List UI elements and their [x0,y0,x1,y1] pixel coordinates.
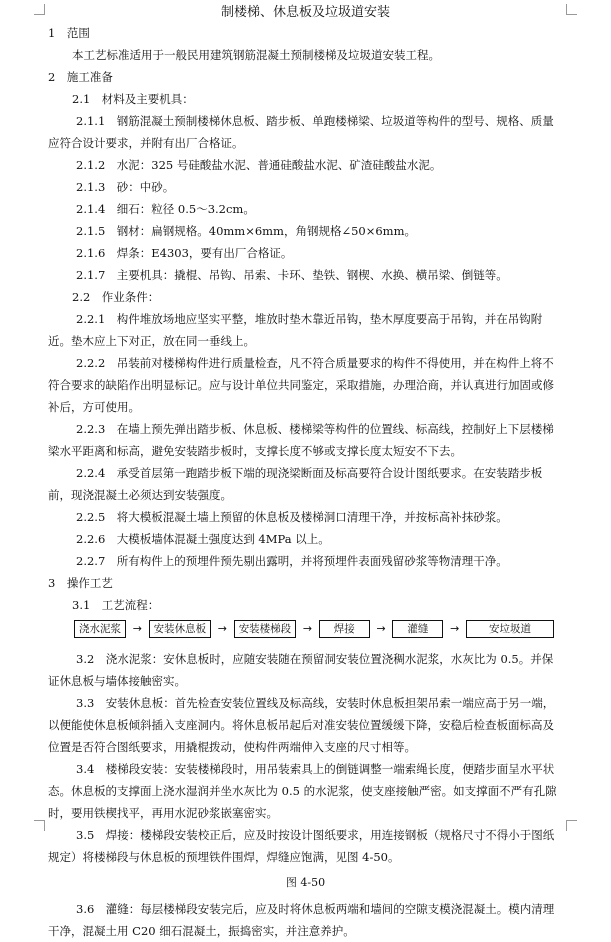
document-title: 制楼梯、休息板及垃圾道安装 [220,5,390,20]
paragraph: 2.2.5 将大模板混凝土墙上预留的休息板及楼梯洞口清理干净，并按标高补抹砂浆。 [76,510,508,524]
flow-step: 焊接 [319,620,370,638]
paragraph: 本工艺标准适用于一般民用建筑钢筋混凝土预制楼梯及垃圾道安装工程。 [72,48,440,62]
paragraph: 3.6 灌缝：每层楼梯段安装完后，应及时将休息板两端和墙间的空隙支模浇混凝土。模内清理干净，混凝土用 C20 细石混凝土，振捣密实，并注意养护。 [48,902,555,938]
arrow-right-icon: → [132,622,142,635]
section-heading: 1 范围 [48,26,90,40]
paragraph: 3.2 浇水泥浆：安休息板时，应随安装随在预留洞安装位置浇稠水泥浆，水灰比为 0.5。并保证休息板与墙体接触密实。 [48,652,554,688]
paragraph: 2.2.6 大模板墙体混凝土强度达到 4MPa 以上。 [76,532,330,546]
paragraph: 2.1.2 水泥：325 号硅酸盐水泥、普通硅酸盐水泥、矿渣硅酸盐水泥。 [76,158,442,172]
crop-mark [566,820,577,831]
paragraph: 2.2.7 所有构件上的预埋件预先剔出露明，并将预埋件表面残留砂浆等物清理干净。 [76,554,508,568]
subsection-heading: 3.1 工艺流程： [72,598,160,612]
paragraph: 2.1.1 钢筋混凝土预制楼梯休息板、踏步板、单跑楼梯梁、垃圾道等构件的型号、规格、质量应符合设计要求，并附有出厂合格证。 [48,114,554,150]
flow-step: 灌缝 [392,620,443,638]
arrow-right-icon: → [450,622,460,635]
paragraph: 3.5 焊接：楼梯段安装校正后，应及时按设计图纸要求，用连接钢板（规格尺寸不得小于图纸规定）将楼梯段与休息板的预埋铁件围焊，焊缝应饱满，见图 4-50。 [48,828,555,864]
flow-step: 安装休息板 [149,620,212,638]
figure-caption: 图 4-50 [285,876,326,889]
paragraph: 3.3 安装休息板：首先检查安装位置线及标高线，安装时休息板担架吊索一端应高于另一端，以便能使休息板倾斜插入支座洞内。将休息板吊起后对准安装位置缓缓下降，安稳后检查板面标高及位置是否符合图纸要求，用撬棍拨动，使构件两端伸入支座的尺寸相等。 [48,696,555,754]
arrow-right-icon: → [376,622,386,635]
paragraph: 2.1.6 焊条：E4303，要有出厂合格证。 [76,246,293,260]
paragraph: 2.2.4 承受首层第一跑踏步板下端的现浇梁断面及标高要符合设计图纸要求。在安装踏步板前，现浇混凝土必须达到安装强度。 [48,466,543,502]
paragraph: 2.2.1 构件堆放场地应坚实平整，堆放时垫木靠近吊钩，垫木厚度要高于吊钩，并在吊钩附近。垫木应上下对正，放在同一垂线上。 [48,312,543,348]
flow-step: 浇水泥浆 [74,620,126,638]
paragraph: 2.1.3 砂：中砂。 [76,180,175,194]
paragraph: 2.1.5 钢材：扁钢规格。40mm×6mm，角钢规格∠50×6mm。 [76,224,416,238]
paragraph: 2.1.4 细石：粒径 0.5～3.2cm。 [76,202,255,216]
section-heading: 3 操作工艺 [48,576,113,590]
paragraph: 3.4 楼梯段安装：安装楼梯段时，用吊装索具上的倒链调整一端索绳长度，便踏步面呈水平状态。休息板的支撑面上浇水湿润并坐水灰比为 0.5 的水泥浆，使支座接触严密。如支撑面不严有孔隙时，要用铁楔找平，再用水泥砂浆嵌塞密实。 [48,762,557,820]
flow-step: 安装楼梯段 [234,620,297,638]
arrow-right-icon: → [217,622,227,635]
paragraph: 2.2.2 吊装前对楼梯构件进行质量检查，凡不符合质量要求的构件不得使用，并在构件上将不符合要求的缺陷作出明显标记。应与设计单位共同鉴定，采取措施，办理洽商，并认真进行加固或修补后，方可使用。 [48,356,554,414]
section-heading: 2 施工准备 [48,70,113,84]
arrow-right-icon: → [302,622,313,635]
subsection-heading: 2.2 作业条件： [72,290,160,304]
flow-step: 安垃圾道 [466,620,554,638]
subsection-heading: 2.1 材料及主要机具： [72,92,194,106]
paragraph: 2.2.3 在墙上预先弹出踏步板、休息板、楼梯梁等构件的位置线、标高线，控制好上下层楼梯梁水平距离和标高，避免安装踏步板时，支撑长度不够或支撑长度太短安不下去。 [48,422,554,458]
crop-mark [34,820,45,831]
paragraph: 2.1.7 主要机具：撬棍、吊钩、吊索、卡环、垫铁、钢楔、水换、横吊梁、倒链等。 [76,268,508,282]
